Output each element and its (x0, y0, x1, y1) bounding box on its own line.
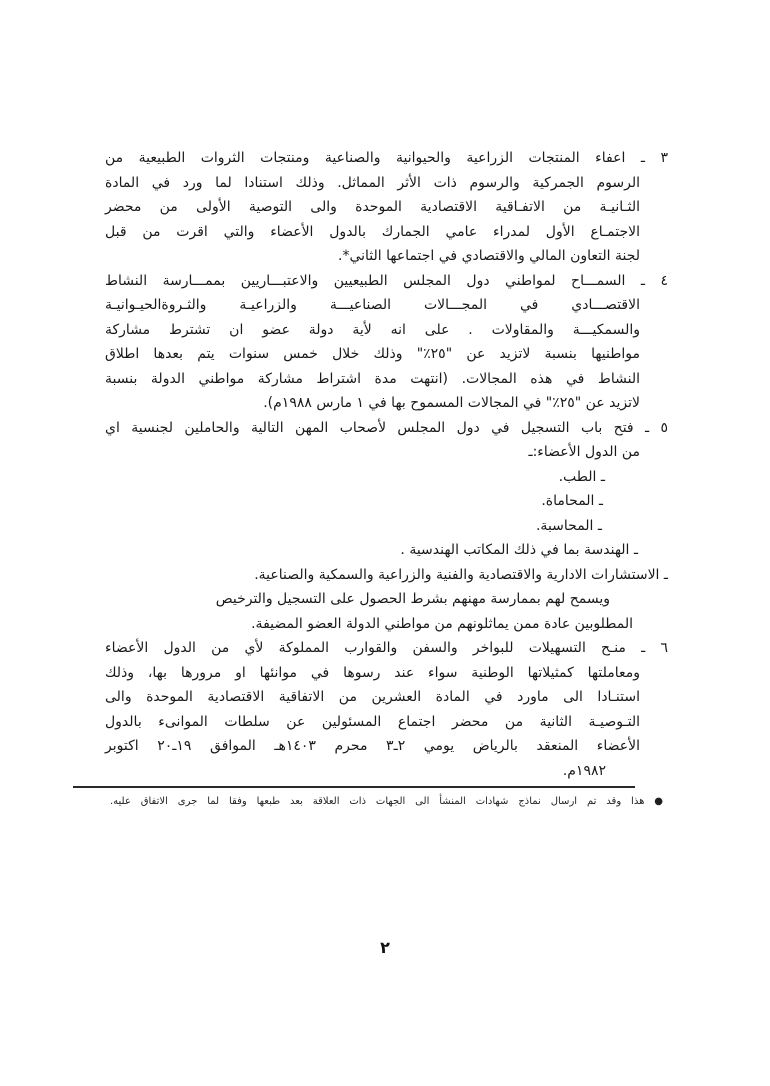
numbered-item-5 (105, 416, 668, 637)
item-line: المطلوبين عادة ممن يماثلونهم من مواطني الدولة العضو المضيفة. (251, 615, 633, 632)
numbered-item-3 (105, 146, 668, 269)
footnote-separator (73, 786, 635, 788)
item-line: مواطنيها بنسبة لاتزيد عن "٢٥٪" وذلك خلال خمس سنوات يتم بعدها اطلاق (105, 346, 640, 362)
item-line: ١٩٨٢م. (562, 762, 606, 779)
item-line: والسمكيـــة والمقاولات . على انه لأية دولة عضو ان تشترط مشاركة (105, 321, 640, 338)
document-body (105, 146, 668, 783)
item-line: ٦ ـ منـح التسهيلات للبواخر والسفن والقوارب المملوكة لأي من الدول الأعضاء (105, 640, 668, 656)
page-number: ٢ (380, 938, 390, 957)
item-line: الاقتصـــادي في المجـــالات الصناعيـــة والزراعيـة والثـروةالحيـوانيـة (105, 297, 640, 313)
item-line: ٣ ـ اعفاء المنتجات الزراعية والحيوانية والصناعية ومنتجات الثروات الطبيعية من (105, 150, 668, 166)
item-line: ويسمح لهم بممارسة مهنهم بشرط الحصول على التسجيل والترخيص (215, 591, 610, 607)
numbered-item-4 (105, 269, 668, 416)
numbered-item-6 (105, 636, 668, 783)
item-line: الأعضاء المنعقد بالرياض يومي ٢ـ٣ محرم ١٤٠٣هـ الموافق ١٩ـ٢٠ اكتوبر (105, 738, 640, 754)
item-line: ومعاملتها كمثيلاتها الوطنية سواء عند رسوها في موانئها او مرورها بها، وذلك (105, 664, 640, 681)
profession-item-law: ـ المحاماة. (541, 493, 603, 509)
item-line: الرسوم الجمركية والرسوم ذات الأثر المماثل. وذلك استنادا لما ورد في المادة (105, 174, 640, 191)
item-line: استنـادا الى ماورد في المادة العشرين من الاتفاقية الاقتصادية الموحدة والى (105, 689, 640, 705)
item-line: الاجتمـاع الأول لمدراء عامي الجمارك بالدول الأعضاء والتي اقرت من قبل (105, 223, 640, 240)
item-line: ٤ ـ السمـــاح لمواطني دول المجلس الطبيعيين والاعتبـــاريين بممـــارسة النشاط (105, 272, 668, 289)
profession-item-accounting: ـ المحاسبة. (535, 517, 602, 534)
item-line: لاتزيد عن "٢٥٪" في المجالات المسموح بها في ١ مارس ١٩٨٨م). (263, 395, 640, 411)
item-line: ٥ ـ فتح باب التسجيل في دول المجلس لأصحاب المهن التالية والحاملين لجنسية اي (105, 419, 668, 436)
item-line: الثـانيـة من الاتفـاقية الاقتصادية الموحدة والى التوصية الأولى من محضر (105, 199, 640, 215)
footnote: ● هذا وقد تم ارسال نماذج شهادات المنشأ الى الجهات ذات العلاقة بعد طبعها وفقا لما جرى الاتفاق عليه. (110, 796, 663, 807)
item-line: التـوصيـة الثانية من محضر اجتماع المسئولين عن سلطات الموانىء بالدول (105, 713, 640, 730)
item-line: لجنة التعاون المالي والاقتصادي في اجتماعها الثاني*. (338, 248, 640, 264)
profession-item-engineering: ـ الهندسة بما في ذلك المكاتب الهندسية . (400, 542, 638, 558)
item-line: النشاط في هذه المجالات. (انتهت مدة اشتراط مشاركة مواطني الدولة بنسبة (105, 370, 640, 387)
profession-item-consultancy: ـ الاستشارات الادارية والاقتصادية والفنية والزراعية والسمكية والصناعية. (254, 566, 668, 583)
profession-item-medicine: ـ الطب. (558, 468, 605, 485)
item-line: من الدول الأعضاء:ـ (528, 444, 640, 460)
